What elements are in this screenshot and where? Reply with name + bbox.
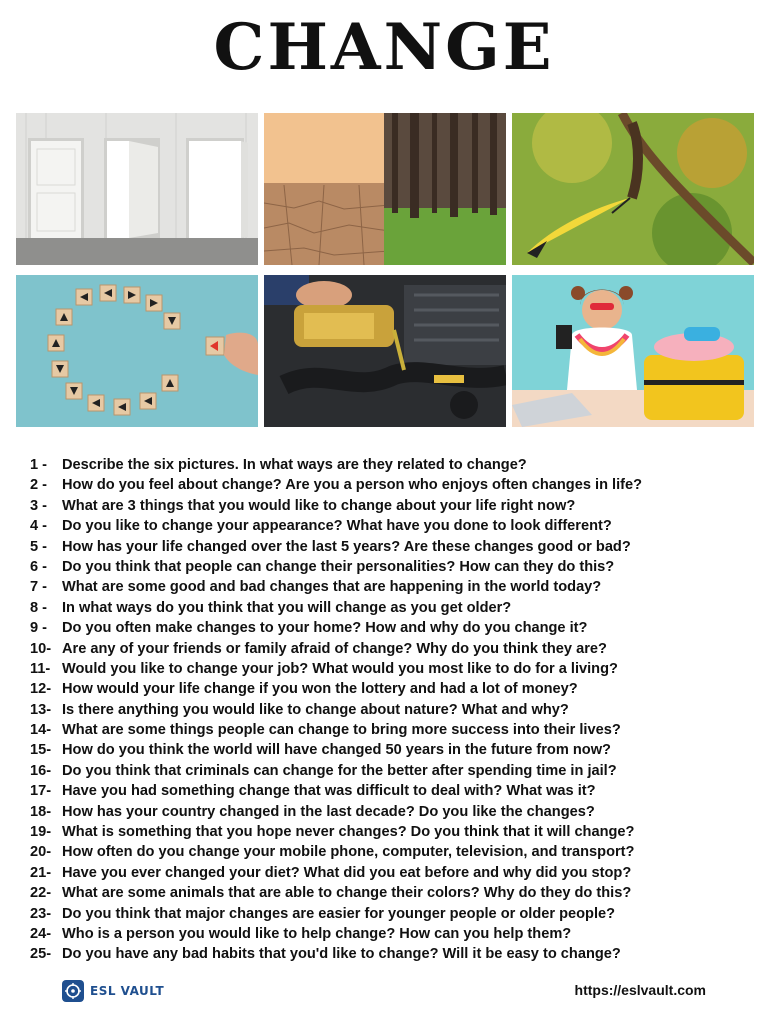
- question-list: [30, 455, 750, 965]
- question-number: 10-: [30, 640, 52, 657]
- question-item: [30, 924, 750, 944]
- question-number: 16-: [30, 762, 52, 779]
- butterfly-emerging-photo: [512, 113, 754, 265]
- question-text: Do you think that people can change their personalities? How can they do this?: [62, 558, 615, 575]
- question-text: What are some things people can change to bring more success into their lives?: [62, 722, 621, 739]
- question-number: 24-: [30, 925, 52, 942]
- engine-oil-photo: [264, 275, 506, 427]
- question-number: 17-: [30, 783, 52, 800]
- question-item: [30, 659, 750, 679]
- doors-photo: [16, 113, 258, 265]
- question-item: [30, 475, 750, 495]
- question-text: Have you ever changed your diet? What did you eat before and why did you stop?: [62, 864, 632, 881]
- question-item: [30, 577, 750, 597]
- question-item: [30, 700, 750, 720]
- question-text: What are some animals that are able to change their colors? Why do they do this?: [62, 885, 632, 902]
- question-text: Do you think that criminals can change for the better after spending time in jail?: [62, 762, 617, 779]
- question-text: How would your life change if you won the lottery and had a lot of money?: [62, 681, 578, 698]
- question-text: Do you often make changes to your home? How and why do you change it?: [62, 620, 588, 637]
- question-item: [30, 598, 750, 618]
- question-item: [30, 740, 750, 760]
- question-item: [30, 557, 750, 577]
- question-item: [30, 516, 750, 536]
- question-number: 5 -: [30, 538, 48, 555]
- question-text: Is there anything you would like to change about nature? What and why?: [62, 701, 569, 718]
- question-item: [30, 537, 750, 557]
- question-text: Have you had something change that was difficult to deal with? What was it?: [62, 783, 596, 800]
- question-number: 22-: [30, 885, 52, 902]
- question-text: Do you like to change your appearance? What have you done to look different?: [62, 518, 612, 535]
- question-text: Would you like to change your job? What would you most like to do for a living?: [62, 660, 618, 677]
- question-number: 7 -: [30, 579, 48, 596]
- question-number: 18-: [30, 803, 52, 820]
- logo-text: ESL VAULT: [90, 984, 165, 998]
- question-item: [30, 944, 750, 964]
- question-number: 4 -: [30, 518, 48, 535]
- question-number: 25-: [30, 946, 52, 963]
- question-number: 6 -: [30, 558, 48, 575]
- question-text: How do you feel about change? Are you a person who enjoys often changes in life?: [62, 477, 643, 494]
- photo-grid: [16, 113, 753, 427]
- esl-vault-logo: [62, 980, 164, 1002]
- question-number: 8 -: [30, 599, 48, 616]
- question-number: 14-: [30, 722, 52, 739]
- page-title: CHANGE: [213, 10, 555, 85]
- question-text: Do you have any bad habits that you'd like to change? Will it be easy to change?: [62, 946, 621, 963]
- question-text: Describe the six pictures. In what ways are they related to change?: [62, 457, 527, 473]
- question-number: 1 -: [30, 457, 48, 473]
- question-text: What are 3 things that you would like to change about your life right now?: [62, 497, 576, 514]
- question-item: [30, 455, 750, 475]
- question-item: [30, 863, 750, 883]
- question-number: 15-: [30, 742, 52, 759]
- question-number: 12-: [30, 681, 52, 698]
- question-number: 20-: [30, 844, 52, 861]
- question-number: 11-: [30, 660, 51, 677]
- question-item: [30, 842, 750, 862]
- question-text: Do you think that major changes are easier for younger people or older people?: [62, 905, 616, 922]
- question-text: Who is a person you would like to help change? How can you help them?: [62, 925, 572, 942]
- question-item: [30, 639, 750, 659]
- arrow-blocks-photo: [16, 275, 258, 427]
- question-number: 9 -: [30, 620, 48, 637]
- question-item: [30, 496, 750, 516]
- question-item: [30, 802, 750, 822]
- question-number: 19-: [30, 824, 52, 841]
- traveler-suitcase-photo: [512, 275, 754, 427]
- question-text: How often do you change your mobile phone, computer, television, and transport?: [62, 844, 635, 861]
- site-url[interactable]: https://eslvault.com: [574, 982, 706, 998]
- question-item: [30, 883, 750, 903]
- question-item: [30, 822, 750, 842]
- question-text: In what ways do you think that you will change as you get older?: [62, 599, 512, 616]
- question-number: 13-: [30, 701, 52, 718]
- question-text: What are some good and bad changes that are happening in the world today?: [62, 579, 602, 596]
- question-item: [30, 618, 750, 638]
- question-text: How has your life changed over the last 5 years? Are these changes good or bad?: [62, 538, 631, 555]
- question-item: [30, 679, 750, 699]
- question-number: 3 -: [30, 497, 48, 514]
- question-number: 21-: [30, 864, 52, 881]
- question-text: How has your country changed in the last decade? Do you like the changes?: [62, 803, 595, 820]
- question-text: Are any of your friends or family afraid of change? Why do you think they are?: [62, 640, 607, 657]
- question-item: [30, 720, 750, 740]
- question-item: [30, 904, 750, 924]
- question-number: 2 -: [30, 477, 48, 494]
- question-text: What is something that you hope never changes? Do you think that it will change?: [62, 824, 635, 841]
- question-item: [30, 761, 750, 781]
- vault-icon: [62, 980, 84, 1002]
- question-item: [30, 781, 750, 801]
- question-text: How do you think the world will have changed 50 years in the future from now?: [62, 742, 611, 759]
- drought-forest-photo: [264, 113, 506, 265]
- question-number: 23-: [30, 905, 52, 922]
